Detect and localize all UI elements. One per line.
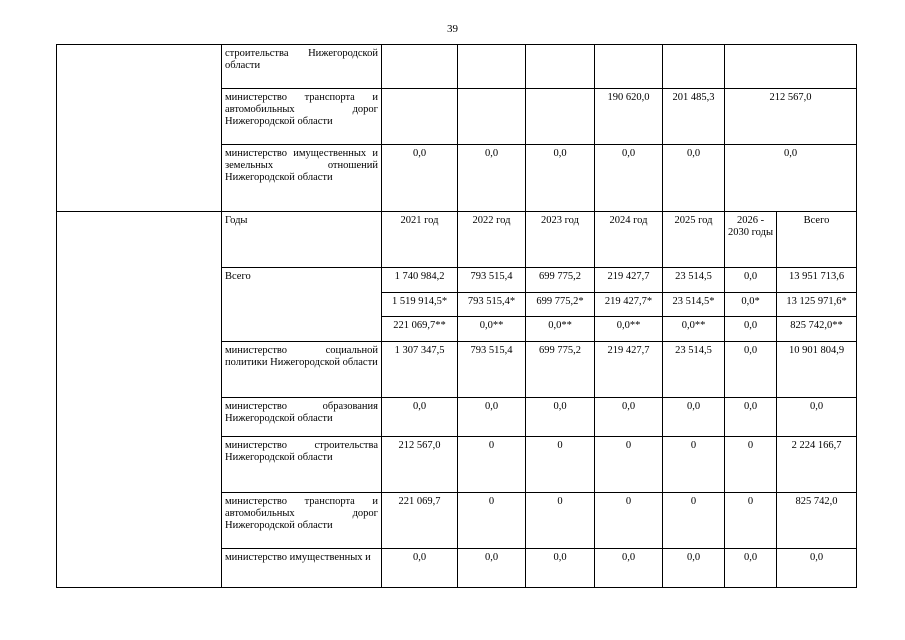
- cell-2026-2030: 0,0: [725, 145, 857, 212]
- value-cell: 0: [595, 437, 663, 493]
- table-row: [57, 45, 857, 89]
- cell-2023: [526, 89, 595, 145]
- total-cell: 825 742,0**: [777, 317, 857, 342]
- years-header-row: [57, 212, 857, 268]
- cell-2025: 201 485,3: [663, 89, 725, 145]
- value-cell: 0: [458, 437, 526, 493]
- value-cell: 0,0: [458, 549, 526, 588]
- value-cell: 0,0: [526, 398, 595, 437]
- value-cell: 0,0: [777, 549, 857, 588]
- cell-2022: 0,0: [458, 145, 526, 212]
- total-cell: 699 775,2: [526, 268, 595, 293]
- cell-2023: 0,0: [526, 145, 595, 212]
- total-cell: 793 515,4*: [458, 293, 526, 317]
- header-2023: 2023 год: [526, 212, 595, 268]
- cell-2026-2030: 212 567,0: [725, 89, 857, 145]
- total-cell: 13 951 713,6: [777, 268, 857, 293]
- value-cell: 0,0: [526, 549, 595, 588]
- financing-table: [56, 44, 857, 588]
- total-label: Всего: [222, 268, 382, 342]
- header-2026-2030: 2026 - 2030 годы: [725, 212, 777, 268]
- total-cell: 219 427,7*: [595, 293, 663, 317]
- page-number: 39: [447, 23, 458, 35]
- total-cell: 0,0: [725, 317, 777, 342]
- row-label: министерство строительства Нижегородской области: [222, 437, 382, 493]
- cell-2021: [382, 45, 458, 89]
- value-cell: 219 427,7: [595, 342, 663, 398]
- header-2022: 2022 год: [458, 212, 526, 268]
- cell-2023: [526, 45, 595, 89]
- value-cell: 221 069,7: [382, 493, 458, 549]
- value-cell: 2 224 166,7: [777, 437, 857, 493]
- total-cell: 23 514,5*: [663, 293, 725, 317]
- total-cell: 699 775,2*: [526, 293, 595, 317]
- row-label: министерство социальной политики Нижегородской области: [222, 342, 382, 398]
- value-cell: 0,0: [663, 549, 725, 588]
- value-cell: 0: [595, 493, 663, 549]
- value-cell: 0,0: [382, 549, 458, 588]
- total-cell: 0,0: [725, 268, 777, 293]
- value-cell: 0: [725, 493, 777, 549]
- first-column-cell: [57, 45, 222, 212]
- value-cell: 0: [458, 493, 526, 549]
- value-cell: 0: [526, 493, 595, 549]
- cell-2026-2030: [725, 45, 857, 89]
- value-cell: 10 901 804,9: [777, 342, 857, 398]
- row-label: министерство транспорта и автомобильных дорог Нижегородской области: [222, 89, 382, 145]
- value-cell: 0,0: [595, 549, 663, 588]
- header-2024: 2024 год: [595, 212, 663, 268]
- total-cell: 1 740 984,2: [382, 268, 458, 293]
- total-cell: 793 515,4: [458, 268, 526, 293]
- row-label: министерство образования Нижегородской области: [222, 398, 382, 437]
- value-cell: 825 742,0: [777, 493, 857, 549]
- cell-2022: [458, 89, 526, 145]
- header-2025: 2025 год: [663, 212, 725, 268]
- value-cell: 0: [663, 493, 725, 549]
- total-cell: 0,0**: [595, 317, 663, 342]
- row-label: министерство имущественных и земельных отношений Нижегородской области: [222, 145, 382, 212]
- cell-2021: 0,0: [382, 145, 458, 212]
- years-label: Годы: [222, 212, 382, 268]
- cell-2024: [595, 45, 663, 89]
- value-cell: 0,0: [777, 398, 857, 437]
- total-cell: 0,0**: [458, 317, 526, 342]
- value-cell: 699 775,2: [526, 342, 595, 398]
- first-column-cell: [57, 212, 222, 588]
- total-cell: 13 125 971,6*: [777, 293, 857, 317]
- value-cell: 0: [725, 437, 777, 493]
- total-cell: 219 427,7: [595, 268, 663, 293]
- total-cell: 1 519 914,5*: [382, 293, 458, 317]
- row-label: министерство транспорта и автомобильных дорог Нижегородской области: [222, 493, 382, 549]
- value-cell: 1 307 347,5: [382, 342, 458, 398]
- value-cell: 0: [526, 437, 595, 493]
- value-cell: 0,0: [725, 398, 777, 437]
- cell-2025: [663, 45, 725, 89]
- value-cell: 0,0: [382, 398, 458, 437]
- value-cell: 793 515,4: [458, 342, 526, 398]
- row-label: строительства Нижегородской области: [222, 45, 382, 89]
- value-cell: 0,0: [458, 398, 526, 437]
- value-cell: 0,0: [725, 549, 777, 588]
- cell-2024: 190 620,0: [595, 89, 663, 145]
- total-cell: 23 514,5: [663, 268, 725, 293]
- total-cell: 0,0*: [725, 293, 777, 317]
- cell-2024: 0,0: [595, 145, 663, 212]
- value-cell: 23 514,5: [663, 342, 725, 398]
- cell-2025: 0,0: [663, 145, 725, 212]
- row-label: министерство имущественных и: [222, 549, 382, 588]
- total-cell: 0,0**: [526, 317, 595, 342]
- cell-2021: [382, 89, 458, 145]
- value-cell: 0: [663, 437, 725, 493]
- value-cell: 0,0: [725, 342, 777, 398]
- total-cell: 221 069,7**: [382, 317, 458, 342]
- value-cell: 212 567,0: [382, 437, 458, 493]
- cell-2022: [458, 45, 526, 89]
- total-cell: 0,0**: [663, 317, 725, 342]
- value-cell: 0,0: [595, 398, 663, 437]
- header-2021: 2021 год: [382, 212, 458, 268]
- value-cell: 0,0: [663, 398, 725, 437]
- header-total: Всего: [777, 212, 857, 268]
